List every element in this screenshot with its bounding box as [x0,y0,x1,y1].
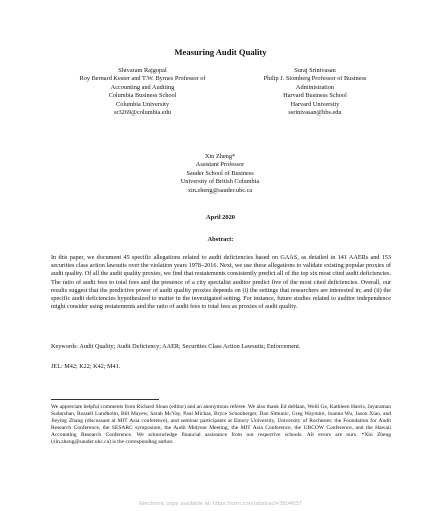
author-block-rajgopal [50,67,235,117]
abstract-text: In this paper, we document 45 specific allegations related to audit deficiencies based on GAAS, as detailed in 141 AAERs and 153 securities class action lawsuits over the violation years 1978–2016. Next, we use these allegations to validate existing popular proxies of audit quality. Of all the audit quality proxies, we find that restatements consistently predict all of the top six most cited audit deficiencies. The ratio of audit fees to total fees and the presence of a city specialist auditor predict five of the most cited deficiencies. Overall, our results suggest that the predictive power of audit quality proxies depends on (i) the settings that researchers are interested in; and (ii) the specific audit deficiencies hypothesized to matter in the investigated setting. For instance, future studies related to auditor independence might consider using restatements and the ratio of audit fees to total fees as proxies of audit quality. [51,254,391,311]
author-school: Columbia Business School [108,92,177,100]
author-university: University of British Columbia [180,178,260,186]
abstract-heading: Abstract: [207,236,234,243]
paper-date: April 2020 [206,214,235,221]
jel-codes: JEL: M42; K22; K42; M41. [51,363,121,370]
author-block-zheng [120,153,320,195]
author-name: Suraj Srinivasan [294,67,336,74]
author-title: Administration [295,83,335,91]
author-block-srinivasan [235,67,395,117]
author-school: Harvard Business School [283,92,347,100]
ssrn-watermark[interactable]: Electronic copy available at: https://ssrn.com/abstract=3504037 [139,501,302,507]
author-title: Accounting and Auditing [110,83,175,91]
author-title: Philip J. Stomberg Professor of Business [263,75,367,83]
author-university: Columbia University [116,100,169,108]
author-school: Sauder School of Business [186,169,254,177]
author-university: Harvard University [290,100,340,108]
author-name: Xin Zheng* [204,153,236,160]
author-title: Assistant Professor [195,161,245,169]
author-email[interactable]: ssrinivasan@hbs.edu [288,109,342,117]
footnote-divider [51,399,159,400]
paper-title: Measuring Audit Quality [174,47,267,57]
author-name: Shivaram Rajgopal [118,67,167,74]
author-title: Roy Bernard Kester and T.W. Byrnes Professor of [79,75,206,83]
acknowledgement-footnote: We appreciate helpful comments from Richard Sloan (editor) and an anonymous referee. We also thank Ed deHaan, Weili Ge, Kathleen Harris, Jayaraman Sudarshan, Russell Lundholm, Bill Mayew, Sarah McVay, Paul Michas, Bryce Schonberger, Dan Simunic, Greg Waymire, Joanna Wu, Jason Xiao, and Jieying Zhang (discussant at MIT Asia conference), and seminar participants at Emory University, University of Rochester, the Foundation for Audit Research Conference, the SESARC symposium, the Audit Midyear Meeting, the MIT Asia Conference, the UBCOW Conference, and the Hawaii Accounting Research Conference. We acknowledge financial assistance from our respective schools. All errors are ours. *Xin Zheng (xin.zheng@sauder.ubc.ca) is the corresponding author. [51,404,391,446]
author-email[interactable]: sr3269@columbia.edu [113,109,172,117]
keywords-line: Keywords: Audit Quality; Audit Deficiency; AAER; Securities Class Action Lawsuits; Enforcement. [51,343,301,350]
author-email[interactable]: xin.zheng@sauder.ubc.ca [187,186,253,194]
